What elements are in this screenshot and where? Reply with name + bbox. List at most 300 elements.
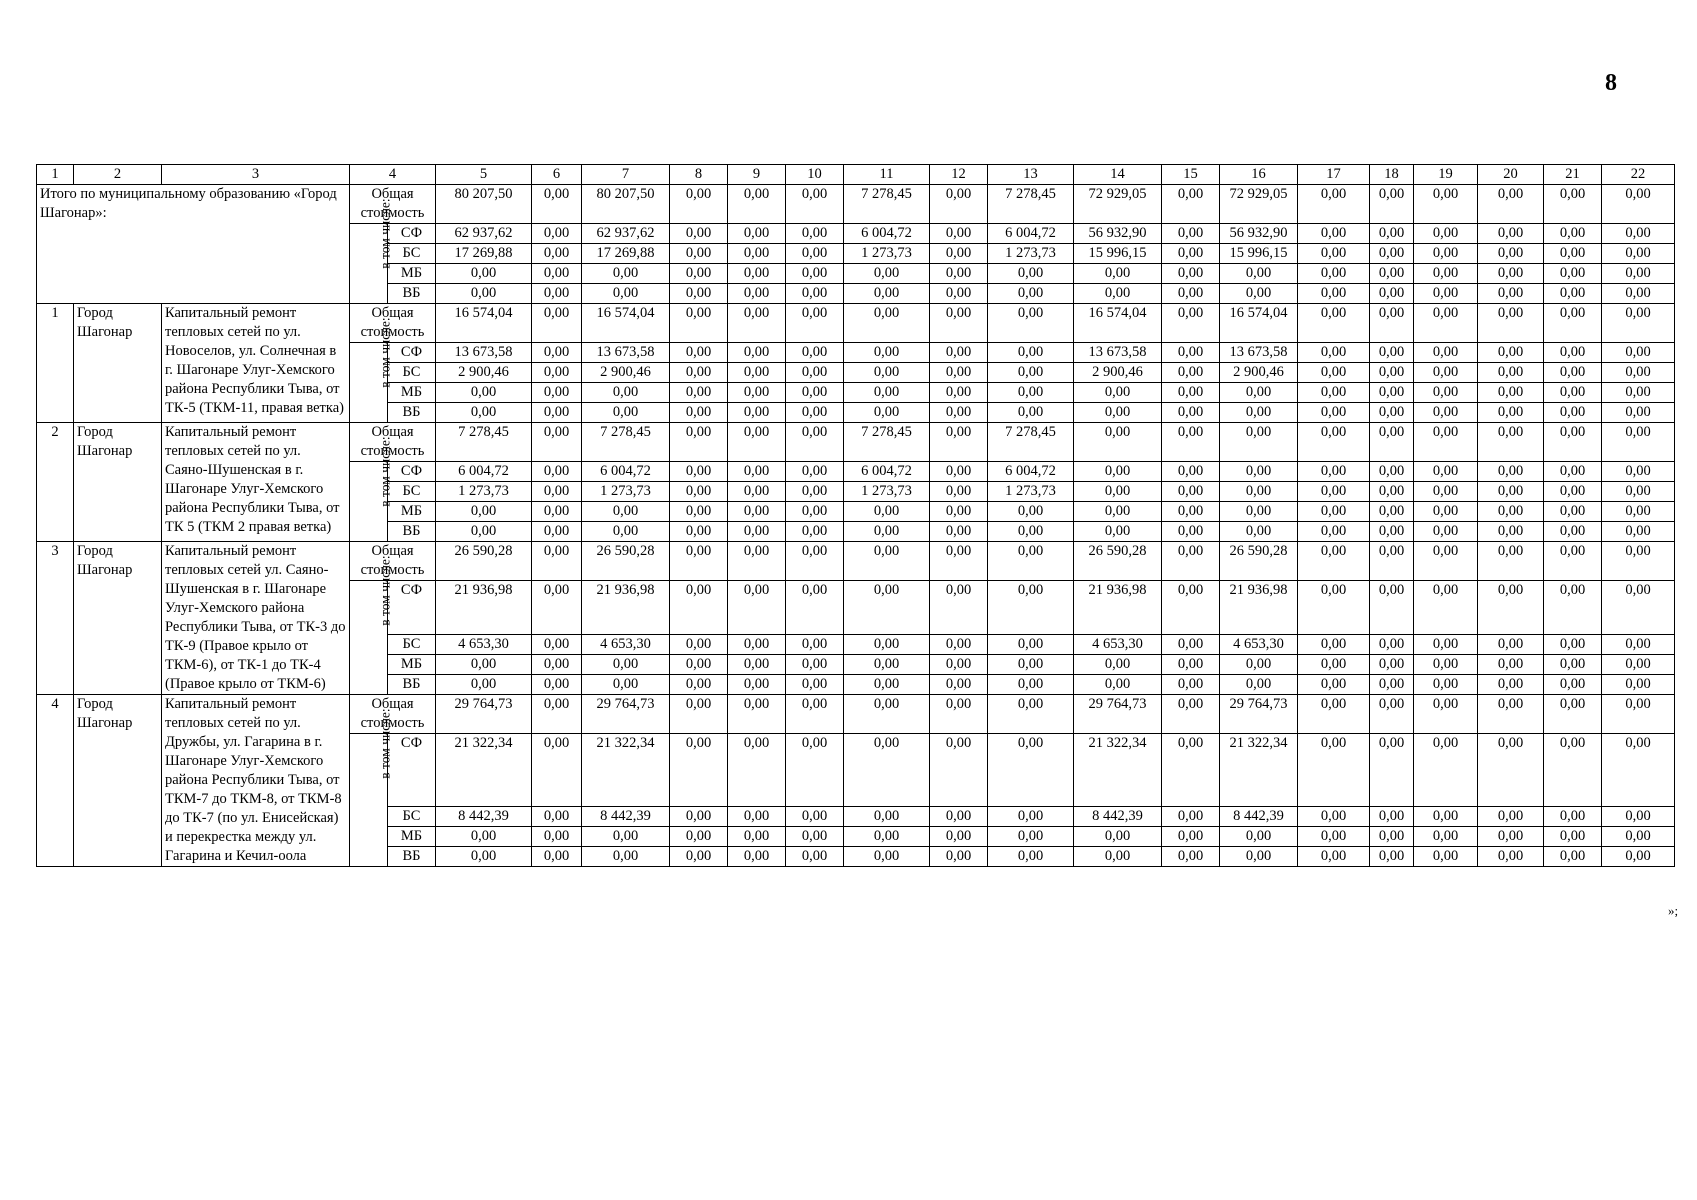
value-cell: 0,00 <box>844 635 930 655</box>
value-cell: 0,00 <box>1162 343 1220 363</box>
value-cell: 0,00 <box>1074 847 1162 867</box>
value-cell: 0,00 <box>670 695 728 734</box>
value-cell: 0,00 <box>1478 482 1544 502</box>
value-cell: 0,00 <box>728 847 786 867</box>
including-label <box>350 317 393 423</box>
value-cell: 21 936,98 <box>1220 581 1298 635</box>
value-cell: 6 004,72 <box>582 462 670 482</box>
value-cell: 0,00 <box>532 827 582 847</box>
value-cell: 0,00 <box>436 502 532 522</box>
value-cell: 0,00 <box>930 734 988 807</box>
value-cell: 0,00 <box>1298 423 1370 462</box>
value-cell: 0,00 <box>786 224 844 244</box>
value-cell: 0,00 <box>670 423 728 462</box>
value-cell: 0,00 <box>1220 482 1298 502</box>
value-cell: 21 322,34 <box>1220 734 1298 807</box>
value-cell: 0,00 <box>670 502 728 522</box>
value-cell: 0,00 <box>728 807 786 827</box>
value-cell: 0,00 <box>1370 847 1414 867</box>
value-cell: 0,00 <box>1602 185 1675 224</box>
value-cell: 0,00 <box>988 807 1074 827</box>
value-cell: 0,00 <box>844 807 930 827</box>
value-cell: 0,00 <box>1544 423 1602 462</box>
value-cell: 0,00 <box>844 655 930 675</box>
value-cell: 0,00 <box>930 807 988 827</box>
value-cell: 0,00 <box>1478 304 1544 343</box>
value-cell: 0,00 <box>436 675 532 695</box>
value-cell: 0,00 <box>930 403 988 423</box>
funding-source: БС <box>388 244 436 264</box>
funding-source: МБ <box>388 264 436 284</box>
funding-source: МБ <box>388 502 436 522</box>
value-cell: 0,00 <box>436 827 532 847</box>
value-cell: 0,00 <box>1478 462 1544 482</box>
value-cell: 0,00 <box>1602 695 1675 734</box>
value-cell: 0,00 <box>786 423 844 462</box>
value-cell: 0,00 <box>1602 655 1675 675</box>
value-cell: 0,00 <box>1478 847 1544 867</box>
value-cell: 0,00 <box>786 695 844 734</box>
value-cell: 0,00 <box>1370 734 1414 807</box>
value-cell: 0,00 <box>930 542 988 581</box>
city-name: Город Шагонар <box>74 304 162 423</box>
value-cell: 0,00 <box>786 827 844 847</box>
summary-label: Итого по муниципальному образованию «Город Шагонар»: <box>37 185 350 304</box>
funding-source: ВБ <box>388 403 436 423</box>
value-cell: 0,00 <box>1478 185 1544 224</box>
value-cell: 0,00 <box>582 675 670 695</box>
value-cell: 0,00 <box>532 185 582 224</box>
value-cell: 0,00 <box>728 502 786 522</box>
funding-source: МБ <box>388 655 436 675</box>
value-cell: 0,00 <box>1220 462 1298 482</box>
value-cell: 0,00 <box>988 542 1074 581</box>
value-cell: 0,00 <box>1298 675 1370 695</box>
value-cell: 0,00 <box>988 827 1074 847</box>
value-cell: 0,00 <box>1602 522 1675 542</box>
value-cell: 56 932,90 <box>1220 224 1298 244</box>
value-cell: 0,00 <box>1544 482 1602 502</box>
value-cell: 0,00 <box>1298 343 1370 363</box>
value-cell: 0,00 <box>844 675 930 695</box>
budget-table <box>36 164 1675 867</box>
value-cell: 8 442,39 <box>436 807 532 827</box>
value-cell: 0,00 <box>728 224 786 244</box>
value-cell: 0,00 <box>1602 635 1675 655</box>
value-cell: 0,00 <box>844 363 930 383</box>
value-cell: 0,00 <box>1298 847 1370 867</box>
value-cell: 0,00 <box>1478 343 1544 363</box>
value-cell: 0,00 <box>670 343 728 363</box>
value-cell: 0,00 <box>532 542 582 581</box>
value-cell: 0,00 <box>1298 695 1370 734</box>
value-cell: 0,00 <box>786 502 844 522</box>
value-cell: 0,00 <box>728 462 786 482</box>
value-cell: 62 937,62 <box>582 224 670 244</box>
column-number: 14 <box>1074 165 1162 185</box>
value-cell: 0,00 <box>532 383 582 403</box>
value-cell: 29 764,73 <box>1074 695 1162 734</box>
value-cell: 0,00 <box>930 343 988 363</box>
value-cell: 26 590,28 <box>436 542 532 581</box>
value-cell: 0,00 <box>1414 847 1478 867</box>
value-cell: 29 764,73 <box>1220 695 1298 734</box>
including-label <box>350 708 393 867</box>
including-text: в том числе: <box>377 317 393 388</box>
value-cell: 0,00 <box>930 695 988 734</box>
value-cell: 1 273,73 <box>988 244 1074 264</box>
value-cell: 0,00 <box>1220 847 1298 867</box>
row-number: 2 <box>37 423 74 542</box>
value-cell: 0,00 <box>670 482 728 502</box>
funding-source: СФ <box>388 343 436 363</box>
column-number: 18 <box>1370 165 1414 185</box>
column-number: 6 <box>532 165 582 185</box>
value-cell: 0,00 <box>1602 482 1675 502</box>
value-cell: 0,00 <box>532 807 582 827</box>
value-cell: 0,00 <box>930 185 988 224</box>
value-cell: 0,00 <box>786 542 844 581</box>
including-label <box>350 436 393 542</box>
value-cell: 0,00 <box>1370 655 1414 675</box>
value-cell: 0,00 <box>670 581 728 635</box>
value-cell: 0,00 <box>930 827 988 847</box>
value-cell: 0,00 <box>436 284 532 304</box>
value-cell: 6 004,72 <box>844 462 930 482</box>
value-cell: 0,00 <box>1074 675 1162 695</box>
column-number: 15 <box>1162 165 1220 185</box>
value-cell: 0,00 <box>1370 807 1414 827</box>
value-cell: 0,00 <box>1162 522 1220 542</box>
value-cell: 0,00 <box>1162 542 1220 581</box>
value-cell: 0,00 <box>1298 224 1370 244</box>
column-number: 5 <box>436 165 532 185</box>
column-number: 13 <box>988 165 1074 185</box>
value-cell: 0,00 <box>988 343 1074 363</box>
value-cell: 0,00 <box>1162 363 1220 383</box>
value-cell: 0,00 <box>1414 635 1478 655</box>
value-cell: 80 207,50 <box>582 185 670 224</box>
project-description: Капитальный ремонт тепловых сетей по ул. Саяно-Шушенская в г. Шагонаре Улуг-Хемского района Республики Тыва, от ТК 5 (ТКМ 2 правая ветка) <box>162 423 350 542</box>
value-cell: 0,00 <box>988 383 1074 403</box>
value-cell: 0,00 <box>1414 383 1478 403</box>
value-cell: 13 673,58 <box>582 343 670 363</box>
value-cell: 0,00 <box>1602 264 1675 284</box>
value-cell: 0,00 <box>1544 284 1602 304</box>
value-cell: 0,00 <box>1074 522 1162 542</box>
value-cell: 0,00 <box>844 264 930 284</box>
value-cell: 0,00 <box>930 224 988 244</box>
value-cell: 0,00 <box>436 522 532 542</box>
value-cell: 0,00 <box>930 284 988 304</box>
value-cell: 0,00 <box>1602 224 1675 244</box>
page-number: 8 <box>1605 70 1617 96</box>
value-cell: 0,00 <box>728 655 786 675</box>
value-cell: 0,00 <box>1414 502 1478 522</box>
value-cell: 0,00 <box>988 581 1074 635</box>
value-cell: 0,00 <box>670 734 728 807</box>
value-cell: 0,00 <box>930 655 988 675</box>
value-cell: 0,00 <box>670 675 728 695</box>
value-cell: 0,00 <box>532 264 582 284</box>
including-label <box>350 555 393 695</box>
value-cell: 0,00 <box>844 734 930 807</box>
value-cell: 8 442,39 <box>582 807 670 827</box>
value-cell: 0,00 <box>1220 284 1298 304</box>
value-cell: 0,00 <box>1602 343 1675 363</box>
value-cell: 0,00 <box>1478 502 1544 522</box>
value-cell: 0,00 <box>1298 655 1370 675</box>
value-cell: 0,00 <box>728 635 786 655</box>
value-cell: 0,00 <box>728 185 786 224</box>
value-cell: 0,00 <box>930 635 988 655</box>
value-cell: 0,00 <box>728 403 786 423</box>
value-cell: 0,00 <box>988 304 1074 343</box>
including-text: в том числе: <box>377 198 393 269</box>
value-cell: 7 278,45 <box>582 423 670 462</box>
value-cell: 0,00 <box>1602 363 1675 383</box>
value-cell: 0,00 <box>1478 264 1544 284</box>
value-cell: 0,00 <box>1478 581 1544 635</box>
funding-source: МБ <box>388 383 436 403</box>
value-cell: 0,00 <box>436 847 532 867</box>
value-cell: 0,00 <box>1162 264 1220 284</box>
value-cell: 0,00 <box>1602 542 1675 581</box>
value-cell: 0,00 <box>930 675 988 695</box>
value-cell: 0,00 <box>670 264 728 284</box>
value-cell: 6 004,72 <box>988 462 1074 482</box>
value-cell: 0,00 <box>1478 284 1544 304</box>
value-cell: 0,00 <box>786 807 844 827</box>
column-number-row <box>37 165 1675 185</box>
value-cell: 0,00 <box>1414 304 1478 343</box>
value-cell: 0,00 <box>1298 185 1370 224</box>
value-cell: 0,00 <box>988 284 1074 304</box>
value-cell: 0,00 <box>436 264 532 284</box>
value-cell: 0,00 <box>532 343 582 363</box>
value-cell: 16 574,04 <box>1220 304 1298 343</box>
value-cell: 0,00 <box>1162 482 1220 502</box>
value-cell: 0,00 <box>1298 542 1370 581</box>
value-cell: 0,00 <box>844 502 930 522</box>
funding-source: БС <box>388 363 436 383</box>
value-cell: 0,00 <box>1602 284 1675 304</box>
value-cell: 0,00 <box>582 847 670 867</box>
value-cell: 0,00 <box>1414 284 1478 304</box>
value-cell: 0,00 <box>1602 383 1675 403</box>
value-cell: 0,00 <box>1544 635 1602 655</box>
value-cell: 0,00 <box>582 284 670 304</box>
value-cell: 0,00 <box>1544 383 1602 403</box>
value-cell: 16 574,04 <box>436 304 532 343</box>
value-cell: 2 900,46 <box>1220 363 1298 383</box>
value-cell: 0,00 <box>1370 542 1414 581</box>
value-cell: 0,00 <box>1370 224 1414 244</box>
value-cell: 0,00 <box>988 635 1074 655</box>
value-cell: 0,00 <box>436 383 532 403</box>
value-cell: 0,00 <box>728 423 786 462</box>
value-cell: 0,00 <box>1478 675 1544 695</box>
value-cell: 0,00 <box>786 635 844 655</box>
value-cell: 0,00 <box>1162 383 1220 403</box>
value-cell: 0,00 <box>1298 383 1370 403</box>
value-cell: 0,00 <box>1298 264 1370 284</box>
value-cell: 0,00 <box>1544 343 1602 363</box>
value-cell: 0,00 <box>1414 827 1478 847</box>
value-cell: 0,00 <box>988 847 1074 867</box>
value-cell: 0,00 <box>988 655 1074 675</box>
value-cell: 0,00 <box>1478 807 1544 827</box>
city-name: Город Шагонар <box>74 542 162 695</box>
value-cell: 0,00 <box>844 343 930 363</box>
value-cell: 0,00 <box>1074 462 1162 482</box>
funding-source: СФ <box>388 462 436 482</box>
value-cell: 0,00 <box>1074 482 1162 502</box>
table-row <box>37 695 1675 734</box>
column-number: 22 <box>1602 165 1675 185</box>
value-cell: 0,00 <box>786 462 844 482</box>
value-cell: 0,00 <box>532 462 582 482</box>
value-cell: 0,00 <box>728 304 786 343</box>
value-cell: 4 653,30 <box>1074 635 1162 655</box>
row-number: 1 <box>37 304 74 423</box>
value-cell: 0,00 <box>582 655 670 675</box>
value-cell: 0,00 <box>1544 695 1602 734</box>
value-cell: 21 322,34 <box>1074 734 1162 807</box>
column-number: 10 <box>786 165 844 185</box>
value-cell: 0,00 <box>1298 244 1370 264</box>
value-cell: 0,00 <box>930 482 988 502</box>
value-cell: 0,00 <box>1370 462 1414 482</box>
value-cell: 0,00 <box>1162 462 1220 482</box>
value-cell: 0,00 <box>1370 423 1414 462</box>
value-cell: 26 590,28 <box>1220 542 1298 581</box>
column-number: 2 <box>74 165 162 185</box>
value-cell: 0,00 <box>1478 655 1544 675</box>
value-cell: 29 764,73 <box>436 695 532 734</box>
value-cell: 2 900,46 <box>436 363 532 383</box>
value-cell: 0,00 <box>1220 403 1298 423</box>
value-cell: 2 900,46 <box>582 363 670 383</box>
value-cell: 0,00 <box>1074 264 1162 284</box>
value-cell: 0,00 <box>930 522 988 542</box>
value-cell: 29 764,73 <box>582 695 670 734</box>
value-cell: 0,00 <box>1414 403 1478 423</box>
value-cell: 0,00 <box>728 284 786 304</box>
value-cell: 0,00 <box>1602 675 1675 695</box>
value-cell: 0,00 <box>728 734 786 807</box>
value-cell: 0,00 <box>670 284 728 304</box>
value-cell: 0,00 <box>988 734 1074 807</box>
value-cell: 0,00 <box>1298 502 1370 522</box>
funding-source: СФ <box>388 734 436 807</box>
value-cell: 6 004,72 <box>844 224 930 244</box>
value-cell: 0,00 <box>1414 244 1478 264</box>
project-description: Капитальный ремонт тепловых сетей по ул. Дружбы, ул. Гагарина в г. Шагонаре Улуг-Хемского района Республики Тыва, от ТКМ-7 до ТКМ-8, от ТКМ-8 до ТК-7 (по ул. Енисейская) и перекрестка между ул. Гагарина и Кечил-оола <box>162 695 350 867</box>
value-cell: 6 004,72 <box>436 462 532 482</box>
value-cell: 0,00 <box>1220 502 1298 522</box>
value-cell: 0,00 <box>1544 304 1602 343</box>
value-cell: 0,00 <box>532 304 582 343</box>
value-cell: 0,00 <box>1298 522 1370 542</box>
value-cell: 0,00 <box>1602 807 1675 827</box>
value-cell: 0,00 <box>670 847 728 867</box>
column-number: 20 <box>1478 165 1544 185</box>
value-cell: 0,00 <box>930 304 988 343</box>
value-cell: 16 574,04 <box>582 304 670 343</box>
value-cell: 8 442,39 <box>1220 807 1298 827</box>
table-row <box>37 185 1675 224</box>
value-cell: 1 273,73 <box>436 482 532 502</box>
value-cell: 0,00 <box>1544 807 1602 827</box>
value-cell: 0,00 <box>1162 807 1220 827</box>
value-cell: 7 278,45 <box>844 423 930 462</box>
value-cell: 21 936,98 <box>436 581 532 635</box>
value-cell: 0,00 <box>670 522 728 542</box>
value-cell: 0,00 <box>786 847 844 867</box>
value-cell: 0,00 <box>930 581 988 635</box>
value-cell: 0,00 <box>436 655 532 675</box>
value-cell: 0,00 <box>786 244 844 264</box>
row-number: 3 <box>37 542 74 695</box>
value-cell: 0,00 <box>532 403 582 423</box>
value-cell: 0,00 <box>1370 502 1414 522</box>
column-number: 16 <box>1220 165 1298 185</box>
value-cell: 0,00 <box>1602 403 1675 423</box>
column-number: 1 <box>37 165 74 185</box>
value-cell: 15 996,15 <box>1074 244 1162 264</box>
total-cost-label: Общая стоимость <box>350 695 436 734</box>
value-cell: 21 322,34 <box>582 734 670 807</box>
value-cell: 0,00 <box>786 363 844 383</box>
value-cell: 0,00 <box>786 675 844 695</box>
value-cell: 0,00 <box>532 581 582 635</box>
value-cell: 0,00 <box>1220 522 1298 542</box>
value-cell: 6 004,72 <box>988 224 1074 244</box>
funding-source: МБ <box>388 827 436 847</box>
funding-source: ВБ <box>388 522 436 542</box>
value-cell: 0,00 <box>786 284 844 304</box>
value-cell: 0,00 <box>1162 827 1220 847</box>
funding-source: БС <box>388 635 436 655</box>
value-cell: 0,00 <box>532 847 582 867</box>
value-cell: 0,00 <box>844 284 930 304</box>
value-cell: 0,00 <box>532 635 582 655</box>
value-cell: 0,00 <box>1298 827 1370 847</box>
column-number: 19 <box>1414 165 1478 185</box>
value-cell: 0,00 <box>1162 403 1220 423</box>
value-cell: 0,00 <box>670 304 728 343</box>
value-cell: 0,00 <box>1414 343 1478 363</box>
value-cell: 0,00 <box>1414 363 1478 383</box>
value-cell: 0,00 <box>1220 655 1298 675</box>
column-number: 17 <box>1298 165 1370 185</box>
value-cell: 0,00 <box>728 264 786 284</box>
total-cost-label: Общая стоимость <box>350 304 436 343</box>
value-cell: 0,00 <box>436 403 532 423</box>
value-cell: 0,00 <box>786 343 844 363</box>
city-name: Город Шагонар <box>74 695 162 867</box>
value-cell: 0,00 <box>1298 635 1370 655</box>
value-cell: 0,00 <box>532 695 582 734</box>
value-cell: 1 273,73 <box>844 482 930 502</box>
value-cell: 0,00 <box>1370 675 1414 695</box>
value-cell: 0,00 <box>532 244 582 264</box>
value-cell: 0,00 <box>1414 734 1478 807</box>
column-number: 7 <box>582 165 670 185</box>
value-cell: 0,00 <box>582 522 670 542</box>
project-description: Капитальный ремонт тепловых сетей по ул. Новоселов, ул. Солнечная в г. Шагонаре Улуг-Хемского района Республики Тыва, от ТК-5 (ТКМ-11, правая ветка) <box>162 304 350 423</box>
